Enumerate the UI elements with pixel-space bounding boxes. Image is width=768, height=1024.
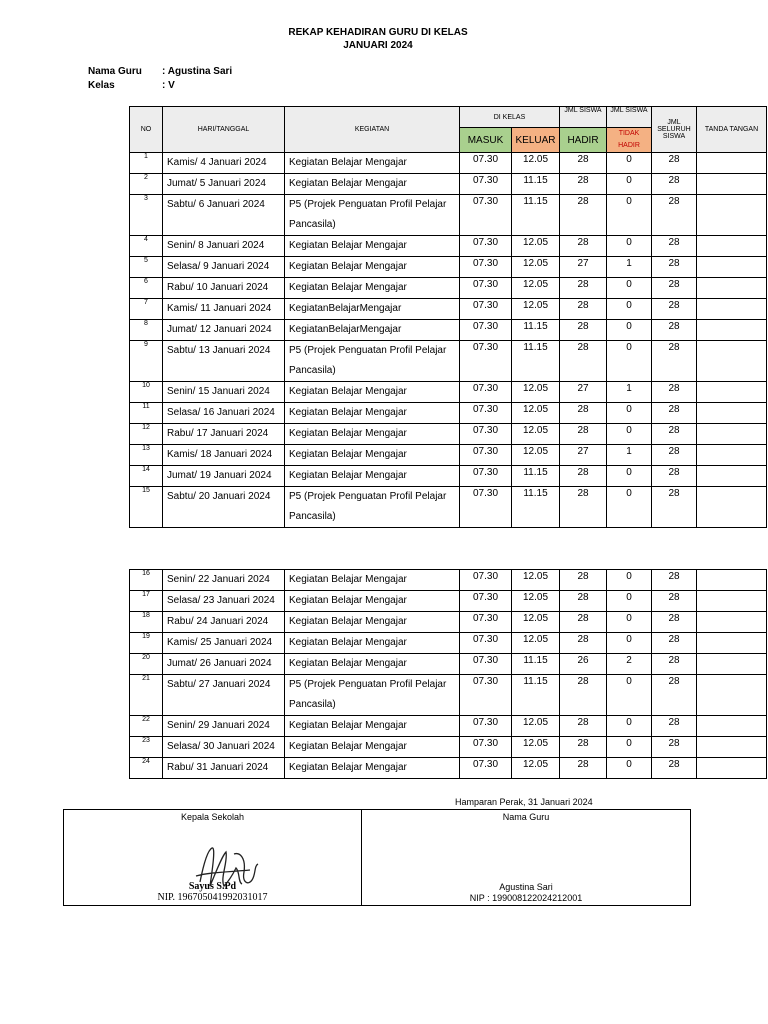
cell-no: 20 (130, 654, 163, 675)
cell-tidak-hadir: 0 (607, 716, 652, 737)
table-row (130, 278, 767, 299)
cell-kegiatan: Kegiatan Belajar Mengajar (285, 403, 460, 424)
cell-masuk: 07.30 (460, 758, 512, 779)
cell-hadir: 28 (560, 195, 607, 236)
cell-hari-tanggal: Sabtu/ 6 Januari 2024 (163, 195, 285, 236)
cell-hadir: 28 (560, 236, 607, 257)
table-row (130, 195, 767, 236)
cell-tanda-tangan (697, 570, 767, 591)
cell-keluar: 12.05 (512, 758, 560, 779)
cell-hadir: 28 (560, 737, 607, 758)
signature-table (63, 809, 691, 906)
cell-tanda-tangan (697, 654, 767, 675)
cell-no: 23 (130, 737, 163, 758)
cell-masuk: 07.30 (460, 236, 512, 257)
cell-hari-tanggal: Jumat/ 19 Januari 2024 (163, 466, 285, 487)
cell-keluar: 12.05 (512, 382, 560, 403)
table-row (130, 153, 767, 174)
cell-no: 21 (130, 675, 163, 716)
table-row (130, 320, 767, 341)
cell-tidak-hadir: 2 (607, 654, 652, 675)
cell-masuk: 07.30 (460, 633, 512, 654)
cell-kegiatan: Kegiatan Belajar Mengajar (285, 278, 460, 299)
cell-hari-tanggal: Sabtu/ 27 Januari 2024 (163, 675, 285, 716)
cell-kegiatan: Kegiatan Belajar Mengajar (285, 445, 460, 466)
teacher-label: Nama Guru (88, 66, 142, 77)
header-di-kelas: DI KELAS (460, 107, 560, 128)
cell-masuk: 07.30 (460, 257, 512, 278)
cell-tanda-tangan (697, 320, 767, 341)
cell-tanda-tangan (697, 633, 767, 654)
principal-nip: NIP. 196705041992031017 (157, 892, 268, 903)
cell-jml-seluruh: 28 (652, 654, 697, 675)
cell-hadir: 28 (560, 299, 607, 320)
cell-no: 14 (130, 466, 163, 487)
cell-hari-tanggal: Sabtu/ 20 Januari 2024 (163, 487, 285, 528)
cell-jml-seluruh: 28 (652, 278, 697, 299)
header-masuk: MASUK (460, 128, 512, 153)
cell-no: 19 (130, 633, 163, 654)
cell-kegiatan: Kegiatan Belajar Mengajar (285, 716, 460, 737)
cell-jml-seluruh: 28 (652, 403, 697, 424)
cell-masuk: 07.30 (460, 195, 512, 236)
cell-tanda-tangan (697, 174, 767, 195)
cell-masuk: 07.30 (460, 570, 512, 591)
cell-tanda-tangan (697, 278, 767, 299)
cell-masuk: 07.30 (460, 487, 512, 528)
header-keluar: KELUAR (512, 128, 560, 153)
header-no: NO (130, 107, 163, 153)
cell-hari-tanggal: Kamis/ 25 Januari 2024 (163, 633, 285, 654)
cell-masuk: 07.30 (460, 737, 512, 758)
cell-hadir: 27 (560, 445, 607, 466)
cell-keluar: 12.05 (512, 153, 560, 174)
cell-tidak-hadir: 0 (607, 341, 652, 382)
table-row (130, 382, 767, 403)
cell-tanda-tangan (697, 153, 767, 174)
cell-no: 24 (130, 758, 163, 779)
cell-jml-seluruh: 28 (652, 236, 697, 257)
cell-masuk: 07.30 (460, 403, 512, 424)
cell-masuk: 07.30 (460, 153, 512, 174)
cell-keluar: 12.05 (512, 612, 560, 633)
cell-hari-tanggal: Jumat/ 26 Januari 2024 (163, 654, 285, 675)
cell-kegiatan: Kegiatan Belajar Mengajar (285, 424, 460, 445)
table-row (130, 758, 767, 779)
cell-tidak-hadir: 0 (607, 299, 652, 320)
header-hadir: HADIR (560, 128, 607, 153)
cell-jml-seluruh: 28 (652, 466, 697, 487)
cell-no: 16 (130, 570, 163, 591)
cell-keluar: 11.15 (512, 341, 560, 382)
cell-hadir: 28 (560, 320, 607, 341)
table-body-page2 (130, 570, 767, 779)
cell-hadir: 28 (560, 341, 607, 382)
cell-hari-tanggal: Sabtu/ 13 Januari 2024 (163, 341, 285, 382)
cell-tidak-hadir: 0 (607, 174, 652, 195)
cell-no: 11 (130, 403, 163, 424)
cell-kegiatan: Kegiatan Belajar Mengajar (285, 257, 460, 278)
attendance-table-page1 (129, 106, 767, 528)
cell-tanda-tangan (697, 382, 767, 403)
cell-no: 12 (130, 424, 163, 445)
cell-jml-seluruh: 28 (652, 153, 697, 174)
cell-kegiatan: Kegiatan Belajar Mengajar (285, 633, 460, 654)
cell-kegiatan: P5 (Projek Penguatan Profil Pelajar Pancasila) (285, 487, 460, 528)
cell-hari-tanggal: Senin/ 29 Januari 2024 (163, 716, 285, 737)
table-row (130, 174, 767, 195)
class-value: : V (162, 80, 175, 91)
cell-masuk: 07.30 (460, 382, 512, 403)
teacher-sign-label: Nama Guru (502, 812, 550, 822)
table-row (130, 299, 767, 320)
cell-tanda-tangan (697, 403, 767, 424)
cell-tanda-tangan (697, 716, 767, 737)
cell-no: 7 (130, 299, 163, 320)
cell-jml-seluruh: 28 (652, 633, 697, 654)
cell-kegiatan: Kegiatan Belajar Mengajar (285, 174, 460, 195)
cell-tidak-hadir: 1 (607, 445, 652, 466)
table-row (130, 257, 767, 278)
cell-kegiatan: Kegiatan Belajar Mengajar (285, 612, 460, 633)
cell-hadir: 28 (560, 591, 607, 612)
cell-keluar: 11.15 (512, 487, 560, 528)
cell-kegiatan: Kegiatan Belajar Mengajar (285, 758, 460, 779)
cell-keluar: 11.15 (512, 320, 560, 341)
cell-hadir: 27 (560, 257, 607, 278)
cell-tanda-tangan (697, 299, 767, 320)
cell-hadir: 28 (560, 174, 607, 195)
cell-tanda-tangan (697, 675, 767, 716)
cell-jml-seluruh: 28 (652, 612, 697, 633)
table-row (130, 737, 767, 758)
cell-tanda-tangan (697, 195, 767, 236)
cell-jml-seluruh: 28 (652, 174, 697, 195)
header-tidak-hadir: TIDAK HADIR (607, 128, 652, 153)
attendance-table-page2 (129, 569, 767, 779)
cell-jml-seluruh: 28 (652, 716, 697, 737)
cell-tidak-hadir: 0 (607, 737, 652, 758)
cell-keluar: 12.05 (512, 236, 560, 257)
cell-masuk: 07.30 (460, 341, 512, 382)
cell-tanda-tangan (697, 257, 767, 278)
cell-jml-seluruh: 28 (652, 424, 697, 445)
table-row (130, 591, 767, 612)
place-date: Hamparan Perak, 31 Januari 2024 (455, 797, 593, 807)
cell-masuk: 07.30 (460, 278, 512, 299)
cell-tidak-hadir: 0 (607, 424, 652, 445)
table-row (130, 236, 767, 257)
cell-masuk: 07.30 (460, 424, 512, 445)
cell-hari-tanggal: Rabu/ 31 Januari 2024 (163, 758, 285, 779)
cell-keluar: 12.05 (512, 633, 560, 654)
cell-keluar: 11.15 (512, 466, 560, 487)
cell-kegiatan: P5 (Projek Penguatan Profil Pelajar Pancasila) (285, 195, 460, 236)
cell-jml-seluruh: 28 (652, 487, 697, 528)
cell-kegiatan: Kegiatan Belajar Mengajar (285, 654, 460, 675)
cell-jml-seluruh: 28 (652, 737, 697, 758)
table-row (130, 716, 767, 737)
cell-hadir: 28 (560, 716, 607, 737)
cell-hari-tanggal: Senin/ 8 Januari 2024 (163, 236, 285, 257)
cell-hadir: 28 (560, 612, 607, 633)
cell-hadir: 28 (560, 466, 607, 487)
teacher-signature-cell (362, 810, 691, 906)
cell-hadir: 27 (560, 382, 607, 403)
cell-tanda-tangan (697, 612, 767, 633)
cell-hari-tanggal: Kamis/ 18 Januari 2024 (163, 445, 285, 466)
cell-kegiatan: KegiatanBelajarMengajar (285, 320, 460, 341)
cell-no: 5 (130, 257, 163, 278)
teacher-value: : Agustina Sari (162, 66, 233, 77)
cell-kegiatan: Kegiatan Belajar Mengajar (285, 570, 460, 591)
cell-jml-seluruh: 28 (652, 341, 697, 382)
cell-keluar: 11.15 (512, 174, 560, 195)
header-jml-seluruh-siswa: JML SELURUH SISWA (652, 107, 697, 153)
cell-masuk: 07.30 (460, 445, 512, 466)
cell-no: 22 (130, 716, 163, 737)
handwritten-signature-icon (190, 842, 270, 897)
header-kegiatan: KEGIATAN (285, 107, 460, 153)
cell-hadir: 28 (560, 633, 607, 654)
cell-keluar: 12.05 (512, 278, 560, 299)
cell-masuk: 07.30 (460, 591, 512, 612)
table-row (130, 654, 767, 675)
cell-hadir: 28 (560, 153, 607, 174)
cell-hari-tanggal: Rabu/ 10 Januari 2024 (163, 278, 285, 299)
cell-masuk: 07.30 (460, 320, 512, 341)
table-row (130, 341, 767, 382)
cell-tidak-hadir: 0 (607, 633, 652, 654)
cell-tidak-hadir: 0 (607, 403, 652, 424)
cell-keluar: 11.15 (512, 654, 560, 675)
cell-hadir: 28 (560, 403, 607, 424)
cell-keluar: 12.05 (512, 257, 560, 278)
table-row (130, 633, 767, 654)
cell-masuk: 07.30 (460, 654, 512, 675)
header-hari-tanggal: HARI/TANGGAL (163, 107, 285, 153)
cell-masuk: 07.30 (460, 612, 512, 633)
cell-hari-tanggal: Rabu/ 24 Januari 2024 (163, 612, 285, 633)
cell-keluar: 12.05 (512, 299, 560, 320)
cell-no: 1 (130, 153, 163, 174)
cell-masuk: 07.30 (460, 466, 512, 487)
cell-keluar: 12.05 (512, 570, 560, 591)
cell-jml-seluruh: 28 (652, 758, 697, 779)
cell-no: 18 (130, 612, 163, 633)
cell-tanda-tangan (697, 591, 767, 612)
cell-kegiatan: Kegiatan Belajar Mengajar (285, 236, 460, 257)
header-jml-siswa: JML SISWA (560, 107, 607, 128)
cell-keluar: 11.15 (512, 195, 560, 236)
cell-kegiatan: Kegiatan Belajar Mengajar (285, 382, 460, 403)
principal-label: Kepala Sekolah (180, 812, 245, 822)
table-row (130, 445, 767, 466)
cell-hari-tanggal: Senin/ 15 Januari 2024 (163, 382, 285, 403)
table-row (130, 487, 767, 528)
cell-hari-tanggal: Jumat/ 5 Januari 2024 (163, 174, 285, 195)
table-row (130, 675, 767, 716)
cell-tidak-hadir: 0 (607, 466, 652, 487)
cell-tidak-hadir: 0 (607, 675, 652, 716)
cell-tidak-hadir: 0 (607, 320, 652, 341)
cell-tanda-tangan (697, 445, 767, 466)
cell-hari-tanggal: Selasa/ 23 Januari 2024 (163, 591, 285, 612)
cell-masuk: 07.30 (460, 716, 512, 737)
header-jml-siswa-2: JML SISWA (607, 107, 652, 128)
cell-hadir: 28 (560, 758, 607, 779)
cell-tanda-tangan (697, 236, 767, 257)
cell-no: 15 (130, 487, 163, 528)
cell-hadir: 28 (560, 487, 607, 528)
principal-name: Sayus S.Pd (188, 881, 237, 892)
cell-tidak-hadir: 0 (607, 758, 652, 779)
cell-jml-seluruh: 28 (652, 299, 697, 320)
cell-kegiatan: KegiatanBelajarMengajar (285, 299, 460, 320)
cell-masuk: 07.30 (460, 299, 512, 320)
teacher-info (88, 66, 233, 77)
cell-hadir: 28 (560, 675, 607, 716)
cell-hari-tanggal: Selasa/ 16 Januari 2024 (163, 403, 285, 424)
cell-jml-seluruh: 28 (652, 320, 697, 341)
cell-tanda-tangan (697, 758, 767, 779)
cell-hari-tanggal: Jumat/ 12 Januari 2024 (163, 320, 285, 341)
cell-keluar: 12.05 (512, 716, 560, 737)
cell-tidak-hadir: 1 (607, 257, 652, 278)
cell-tidak-hadir: 0 (607, 570, 652, 591)
cell-keluar: 12.05 (512, 445, 560, 466)
cell-tidak-hadir: 0 (607, 153, 652, 174)
cell-kegiatan: P5 (Projek Penguatan Profil Pelajar Pancasila) (285, 675, 460, 716)
cell-keluar: 11.15 (512, 675, 560, 716)
cell-tidak-hadir: 0 (607, 236, 652, 257)
cell-no: 8 (130, 320, 163, 341)
cell-jml-seluruh: 28 (652, 382, 697, 403)
cell-tanda-tangan (697, 466, 767, 487)
cell-no: 3 (130, 195, 163, 236)
cell-no: 4 (130, 236, 163, 257)
cell-hari-tanggal: Rabu/ 17 Januari 2024 (163, 424, 285, 445)
table-body-page1 (130, 153, 767, 528)
cell-jml-seluruh: 28 (652, 675, 697, 716)
cell-tanda-tangan (697, 737, 767, 758)
cell-hari-tanggal: Selasa/ 9 Januari 2024 (163, 257, 285, 278)
cell-no: 13 (130, 445, 163, 466)
cell-keluar: 12.05 (512, 737, 560, 758)
teacher-sign-nip: NIP : 199008122024212001 (469, 893, 583, 903)
cell-tanda-tangan (697, 487, 767, 528)
cell-tanda-tangan (697, 424, 767, 445)
cell-masuk: 07.30 (460, 675, 512, 716)
document-subtitle: JANUARI 2024 (343, 40, 413, 51)
table-row (130, 403, 767, 424)
cell-no: 10 (130, 382, 163, 403)
cell-tidak-hadir: 0 (607, 487, 652, 528)
cell-jml-seluruh: 28 (652, 570, 697, 591)
cell-keluar: 12.05 (512, 424, 560, 445)
table-row (130, 424, 767, 445)
cell-hari-tanggal: Senin/ 22 Januari 2024 (163, 570, 285, 591)
cell-hari-tanggal: Kamis/ 11 Januari 2024 (163, 299, 285, 320)
cell-hadir: 28 (560, 570, 607, 591)
cell-hadir: 28 (560, 278, 607, 299)
cell-hadir: 26 (560, 654, 607, 675)
cell-tidak-hadir: 0 (607, 591, 652, 612)
cell-jml-seluruh: 28 (652, 257, 697, 278)
cell-no: 9 (130, 341, 163, 382)
cell-jml-seluruh: 28 (652, 445, 697, 466)
header-tanda-tangan: TANDA TANGAN (697, 107, 767, 153)
cell-kegiatan: Kegiatan Belajar Mengajar (285, 737, 460, 758)
cell-no: 17 (130, 591, 163, 612)
cell-jml-seluruh: 28 (652, 195, 697, 236)
cell-hari-tanggal: Kamis/ 4 Januari 2024 (163, 153, 285, 174)
teacher-sign-name: Agustina Sari (499, 882, 553, 892)
cell-keluar: 12.05 (512, 591, 560, 612)
cell-jml-seluruh: 28 (652, 591, 697, 612)
cell-kegiatan: Kegiatan Belajar Mengajar (285, 466, 460, 487)
class-label: Kelas (88, 80, 115, 91)
document-title: REKAP KEHADIRAN GURU DI KELAS (288, 27, 468, 38)
cell-tidak-hadir: 0 (607, 195, 652, 236)
cell-tidak-hadir: 0 (607, 612, 652, 633)
cell-keluar: 12.05 (512, 403, 560, 424)
cell-kegiatan: Kegiatan Belajar Mengajar (285, 153, 460, 174)
cell-tidak-hadir: 0 (607, 278, 652, 299)
cell-kegiatan: P5 (Projek Penguatan Profil Pelajar Pancasila) (285, 341, 460, 382)
class-info (88, 80, 175, 91)
cell-masuk: 07.30 (460, 174, 512, 195)
cell-tidak-hadir: 1 (607, 382, 652, 403)
cell-no: 6 (130, 278, 163, 299)
table-row (130, 612, 767, 633)
table-row (130, 466, 767, 487)
cell-hari-tanggal: Selasa/ 30 Januari 2024 (163, 737, 285, 758)
cell-tanda-tangan (697, 341, 767, 382)
cell-kegiatan: Kegiatan Belajar Mengajar (285, 591, 460, 612)
cell-no: 2 (130, 174, 163, 195)
cell-hadir: 28 (560, 424, 607, 445)
table-row (130, 570, 767, 591)
